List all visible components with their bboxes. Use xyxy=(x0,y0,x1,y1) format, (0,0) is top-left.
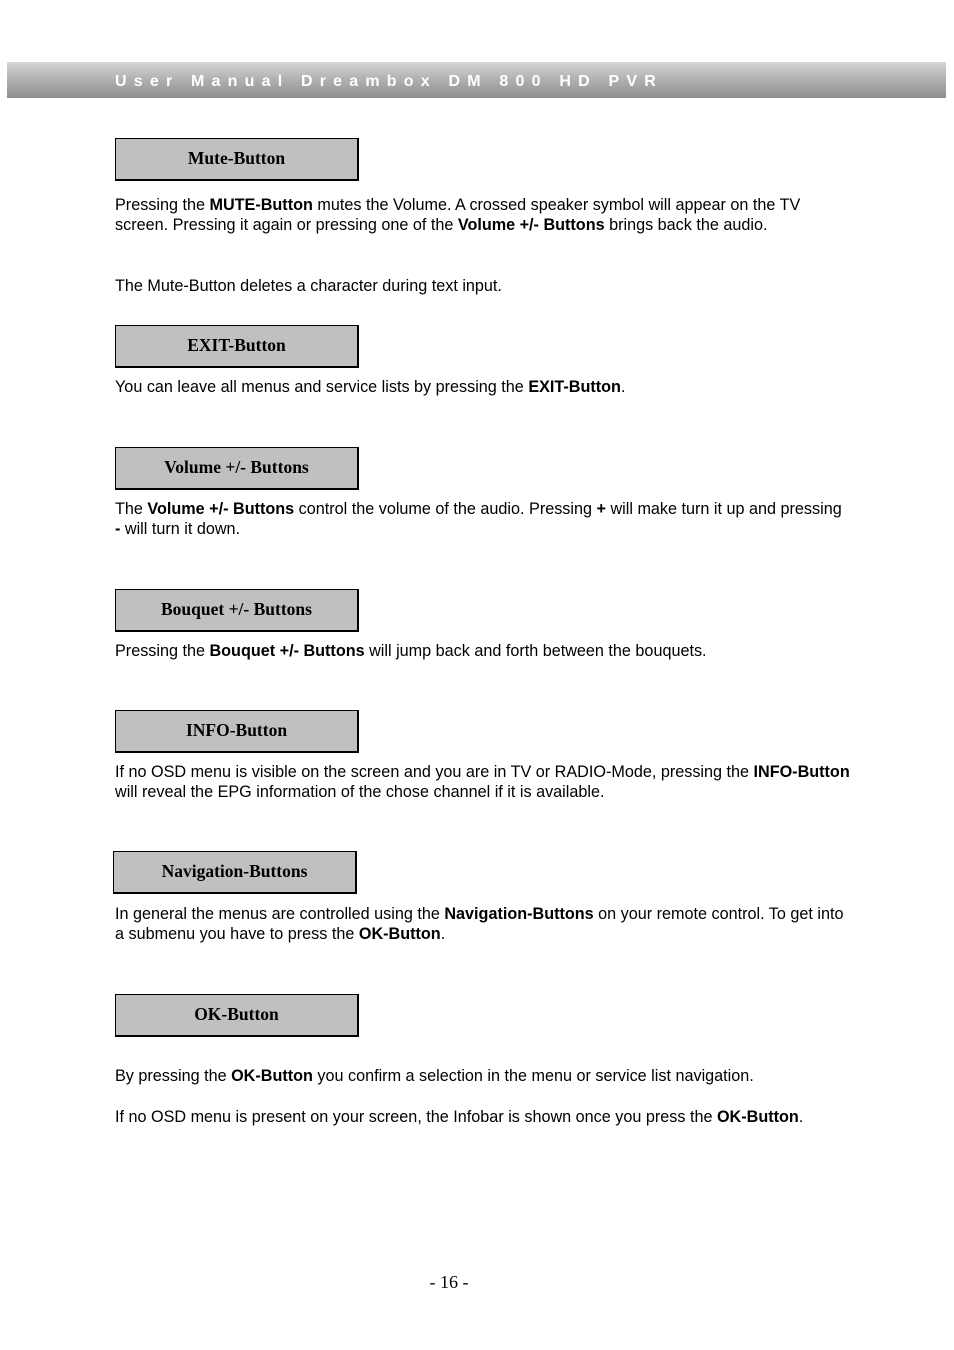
navigation-paragraph-1: In general the menus are controlled using the Navigation-Buttons on your remote control. To get into a submenu you have to press the OK-Button. xyxy=(115,905,844,944)
header-title: User Manual Dreambox DM 800 HD PVR xyxy=(115,73,664,90)
info-paragraph-1: If no OSD menu is visible on the screen and you are in TV or RADIO-Mode, pressing the INFO-Button will reveal the EPG information of the chose channel if it is available. xyxy=(115,763,850,802)
header-bar xyxy=(7,62,946,98)
bouquet-buttons-heading: Bouquet +/- Buttons xyxy=(115,589,359,632)
navigation-buttons-heading: Navigation-Buttons xyxy=(113,851,357,894)
ok-paragraph-2: If no OSD menu is present on your screen, the Infobar is shown once you press the OK-Button. xyxy=(115,1108,804,1126)
mute-paragraph-1: Pressing the MUTE-Button mutes the Volume. A crossed speaker symbol will appear on the TV screen. Pressing it again or pressing one of the Volume +/- Buttons brings back the audio. xyxy=(115,196,801,235)
exit-paragraph-1: You can leave all menus and service lists by pressing the EXIT-Button. xyxy=(115,378,626,396)
volume-buttons-heading: Volume +/- Buttons xyxy=(115,447,359,490)
exit-button-heading: EXIT-Button xyxy=(115,325,359,368)
ok-paragraph-1: By pressing the OK-Button you confirm a selection in the menu or service list navigation. xyxy=(115,1067,754,1085)
info-button-heading: INFO-Button xyxy=(115,710,359,753)
volume-paragraph-1: The Volume +/- Buttons control the volume of the audio. Pressing + will make turn it up and pressing - will turn it down. xyxy=(115,500,842,539)
page-number: - 16 - xyxy=(429,1272,469,1292)
mute-button-heading: Mute-Button xyxy=(115,138,359,181)
bouquet-paragraph-1: Pressing the Bouquet +/- Buttons will jump back and forth between the bouquets. xyxy=(115,642,707,660)
mute-paragraph-2: The Mute-Button deletes a character during text input. xyxy=(115,277,502,295)
ok-button-heading: OK-Button xyxy=(115,994,359,1037)
